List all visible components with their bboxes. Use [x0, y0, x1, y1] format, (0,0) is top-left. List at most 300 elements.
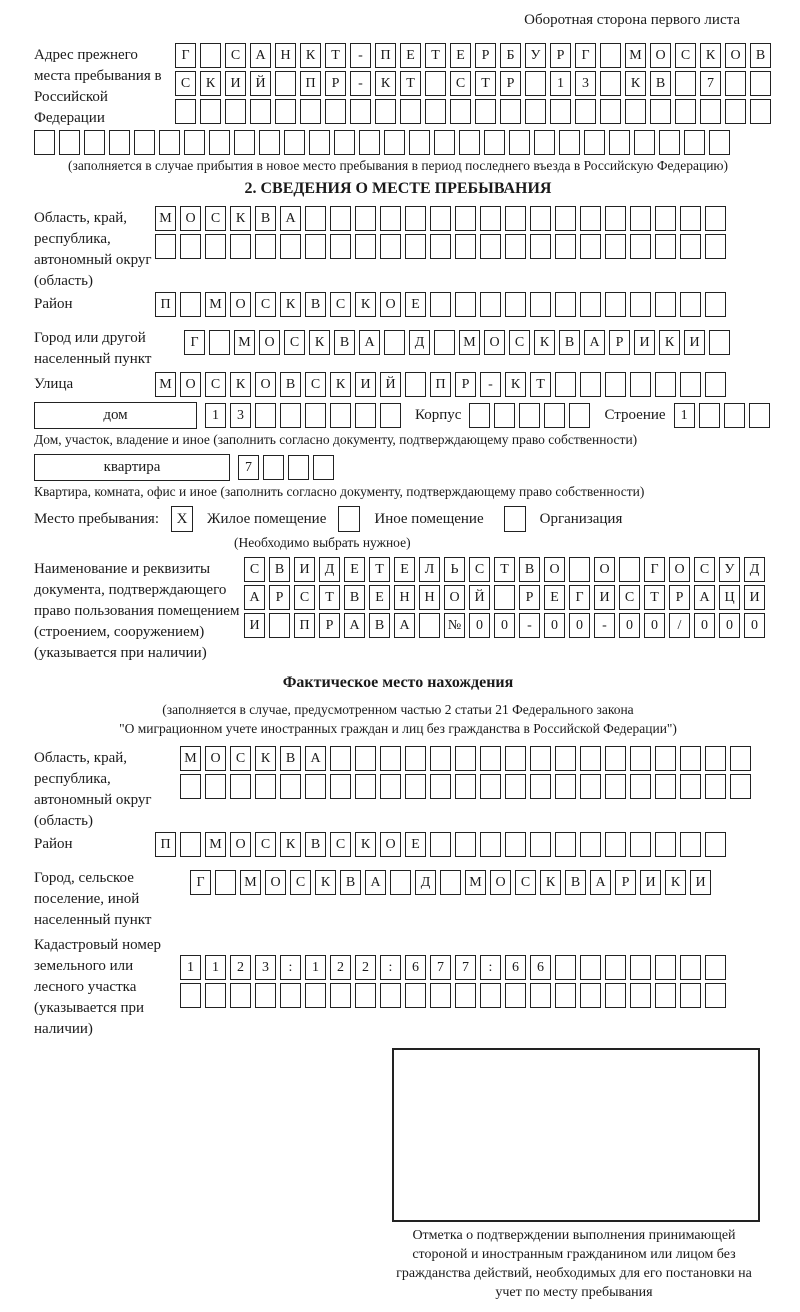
char-cell[interactable] — [725, 99, 746, 124]
char-cell[interactable] — [390, 870, 411, 895]
char-cell[interactable]: И — [684, 330, 705, 355]
char-cell[interactable]: Т — [425, 43, 446, 68]
char-cell[interactable] — [705, 983, 726, 1008]
char-cell[interactable] — [680, 292, 701, 317]
char-cell[interactable]: А — [394, 613, 415, 638]
char-cell[interactable] — [680, 955, 701, 980]
char-cell[interactable]: Т — [475, 71, 496, 96]
char-cell[interactable]: М — [234, 330, 255, 355]
char-cell[interactable] — [269, 613, 290, 638]
char-cell[interactable] — [180, 234, 201, 259]
char-cell[interactable] — [680, 746, 701, 771]
char-cell[interactable] — [505, 832, 526, 857]
char-cell[interactable] — [675, 99, 696, 124]
char-cell[interactable]: Н — [394, 585, 415, 610]
char-cell[interactable] — [255, 403, 276, 428]
char-cell[interactable] — [705, 292, 726, 317]
char-cell[interactable]: Л — [419, 557, 440, 582]
char-cell[interactable]: 1 — [205, 955, 226, 980]
char-cell[interactable] — [455, 206, 476, 231]
char-cell[interactable] — [505, 746, 526, 771]
char-cell[interactable] — [655, 292, 676, 317]
char-cell[interactable]: А — [250, 43, 271, 68]
char-cell[interactable]: Е — [394, 557, 415, 582]
char-cell[interactable] — [325, 99, 346, 124]
char-cell[interactable] — [334, 130, 355, 155]
char-cell[interactable] — [750, 99, 771, 124]
char-cell[interactable] — [655, 746, 676, 771]
char-cell[interactable] — [580, 206, 601, 231]
char-cell[interactable] — [375, 99, 396, 124]
char-cell[interactable] — [380, 746, 401, 771]
char-cell[interactable] — [280, 774, 301, 799]
char-cell[interactable]: Д — [409, 330, 430, 355]
char-cell[interactable] — [600, 43, 621, 68]
char-cell[interactable]: П — [155, 292, 176, 317]
char-cell[interactable]: Г — [184, 330, 205, 355]
char-cell[interactable]: А — [280, 206, 301, 231]
char-cell[interactable] — [705, 832, 726, 857]
char-cell[interactable] — [630, 983, 651, 1008]
char-cell[interactable]: 2 — [355, 955, 376, 980]
char-cell[interactable] — [280, 403, 301, 428]
char-cell[interactable]: И — [225, 71, 246, 96]
char-cell[interactable] — [605, 206, 626, 231]
char-cell[interactable] — [530, 234, 551, 259]
char-cell[interactable]: К — [665, 870, 686, 895]
char-cell[interactable]: 3 — [255, 955, 276, 980]
char-cell[interactable] — [705, 372, 726, 397]
char-cell[interactable]: Н — [275, 43, 296, 68]
char-cell[interactable]: С — [255, 292, 276, 317]
char-cell[interactable] — [480, 983, 501, 1008]
char-cell[interactable]: Б — [500, 43, 521, 68]
char-cell[interactable] — [555, 234, 576, 259]
char-cell[interactable]: Т — [494, 557, 515, 582]
char-cell[interactable] — [505, 206, 526, 231]
char-cell[interactable]: К — [700, 43, 721, 68]
char-cell[interactable] — [263, 455, 284, 480]
char-cell[interactable] — [380, 774, 401, 799]
char-cell[interactable]: О — [255, 372, 276, 397]
char-cell[interactable] — [605, 774, 626, 799]
char-cell[interactable] — [630, 832, 651, 857]
char-cell[interactable]: Е — [450, 43, 471, 68]
char-cell[interactable] — [605, 746, 626, 771]
char-cell[interactable]: В — [305, 292, 326, 317]
char-cell[interactable]: С — [330, 832, 351, 857]
char-cell[interactable] — [330, 206, 351, 231]
char-cell[interactable] — [609, 130, 630, 155]
char-cell[interactable]: В — [334, 330, 355, 355]
char-cell[interactable]: К — [534, 330, 555, 355]
char-cell[interactable] — [484, 130, 505, 155]
char-cell[interactable]: Т — [644, 585, 665, 610]
char-cell[interactable]: 1 — [180, 955, 201, 980]
char-cell[interactable]: 0 — [644, 613, 665, 638]
char-cell[interactable] — [455, 292, 476, 317]
char-cell[interactable]: Ь — [444, 557, 465, 582]
char-cell[interactable]: Е — [405, 292, 426, 317]
char-cell[interactable] — [425, 99, 446, 124]
char-cell[interactable] — [250, 99, 271, 124]
char-cell[interactable]: О — [669, 557, 690, 582]
char-cell[interactable]: 6 — [505, 955, 526, 980]
char-cell[interactable]: 1 — [674, 403, 695, 428]
char-cell[interactable]: И — [634, 330, 655, 355]
char-cell[interactable]: - — [480, 372, 501, 397]
char-cell[interactable] — [709, 130, 730, 155]
char-cell[interactable] — [619, 557, 640, 582]
char-cell[interactable]: С — [225, 43, 246, 68]
char-cell[interactable]: Т — [369, 557, 390, 582]
char-cell[interactable] — [405, 746, 426, 771]
char-cell[interactable]: С — [244, 557, 265, 582]
char-cell[interactable] — [405, 206, 426, 231]
char-cell[interactable]: М — [205, 292, 226, 317]
char-cell[interactable]: М — [465, 870, 486, 895]
char-cell[interactable] — [659, 130, 680, 155]
char-cell[interactable]: - — [350, 71, 371, 96]
char-cell[interactable] — [380, 234, 401, 259]
char-cell[interactable]: Д — [319, 557, 340, 582]
char-cell[interactable] — [505, 292, 526, 317]
char-cell[interactable]: О — [380, 832, 401, 857]
char-cell[interactable]: Г — [644, 557, 665, 582]
char-cell[interactable] — [559, 130, 580, 155]
char-cell[interactable] — [455, 832, 476, 857]
char-cell[interactable] — [34, 130, 55, 155]
char-cell[interactable]: В — [340, 870, 361, 895]
char-cell[interactable] — [680, 774, 701, 799]
char-cell[interactable] — [355, 746, 376, 771]
char-cell[interactable] — [634, 130, 655, 155]
char-cell[interactable]: Д — [744, 557, 765, 582]
char-cell[interactable]: В — [280, 372, 301, 397]
char-cell[interactable] — [605, 983, 626, 1008]
char-cell[interactable] — [455, 746, 476, 771]
char-cell[interactable] — [505, 774, 526, 799]
char-cell[interactable]: О — [444, 585, 465, 610]
char-cell[interactable] — [205, 234, 226, 259]
char-cell[interactable]: К — [540, 870, 561, 895]
char-cell[interactable]: Т — [319, 585, 340, 610]
char-cell[interactable] — [405, 774, 426, 799]
char-cell[interactable] — [709, 330, 730, 355]
char-cell[interactable]: М — [240, 870, 261, 895]
char-cell[interactable]: Г — [190, 870, 211, 895]
char-cell[interactable] — [655, 372, 676, 397]
char-cell[interactable]: 1 — [205, 403, 226, 428]
char-cell[interactable] — [475, 99, 496, 124]
char-cell[interactable]: К — [200, 71, 221, 96]
char-cell[interactable] — [675, 71, 696, 96]
char-cell[interactable]: А — [305, 746, 326, 771]
char-cell[interactable] — [175, 99, 196, 124]
char-cell[interactable] — [555, 206, 576, 231]
char-cell[interactable] — [555, 983, 576, 1008]
char-cell[interactable]: И — [244, 613, 265, 638]
char-cell[interactable]: Р — [269, 585, 290, 610]
char-cell[interactable]: 0 — [694, 613, 715, 638]
char-cell[interactable]: К — [355, 832, 376, 857]
char-cell[interactable] — [544, 403, 565, 428]
char-cell[interactable]: М — [205, 832, 226, 857]
char-cell[interactable] — [180, 983, 201, 1008]
char-cell[interactable] — [355, 403, 376, 428]
char-cell[interactable] — [455, 234, 476, 259]
char-cell[interactable]: Е — [369, 585, 390, 610]
char-cell[interactable]: П — [155, 832, 176, 857]
char-cell[interactable]: С — [515, 870, 536, 895]
char-cell[interactable] — [280, 234, 301, 259]
char-cell[interactable] — [355, 206, 376, 231]
char-cell[interactable] — [480, 832, 501, 857]
char-cell[interactable] — [500, 99, 521, 124]
char-cell[interactable]: Т — [400, 71, 421, 96]
char-cell[interactable] — [430, 292, 451, 317]
char-cell[interactable] — [655, 832, 676, 857]
char-cell[interactable]: К — [280, 292, 301, 317]
char-cell[interactable] — [630, 292, 651, 317]
char-cell[interactable]: И — [744, 585, 765, 610]
char-cell[interactable]: 2 — [330, 955, 351, 980]
char-cell[interactable] — [330, 234, 351, 259]
char-cell[interactable] — [430, 983, 451, 1008]
char-cell[interactable]: : — [280, 955, 301, 980]
char-cell[interactable] — [469, 403, 490, 428]
char-cell[interactable]: 0 — [494, 613, 515, 638]
char-cell[interactable]: У — [719, 557, 740, 582]
char-cell[interactable] — [159, 130, 180, 155]
char-cell[interactable] — [313, 455, 334, 480]
char-cell[interactable] — [355, 234, 376, 259]
char-cell[interactable]: К — [309, 330, 330, 355]
char-cell[interactable] — [725, 71, 746, 96]
char-cell[interactable] — [655, 983, 676, 1008]
char-cell[interactable]: Е — [344, 557, 365, 582]
char-cell[interactable] — [419, 613, 440, 638]
char-cell[interactable] — [384, 130, 405, 155]
char-cell[interactable] — [655, 206, 676, 231]
char-cell[interactable] — [684, 130, 705, 155]
char-cell[interactable] — [630, 372, 651, 397]
char-cell[interactable]: - — [594, 613, 615, 638]
char-cell[interactable] — [625, 99, 646, 124]
char-cell[interactable]: Р — [550, 43, 571, 68]
char-cell[interactable] — [305, 983, 326, 1008]
char-cell[interactable] — [630, 955, 651, 980]
char-cell[interactable]: С — [290, 870, 311, 895]
char-cell[interactable]: П — [375, 43, 396, 68]
char-cell[interactable]: В — [565, 870, 586, 895]
char-cell[interactable]: 0 — [469, 613, 490, 638]
char-cell[interactable] — [330, 774, 351, 799]
char-cell[interactable] — [680, 206, 701, 231]
char-cell[interactable]: Г — [569, 585, 590, 610]
char-cell[interactable]: Р — [455, 372, 476, 397]
char-cell[interactable] — [550, 99, 571, 124]
char-cell[interactable] — [84, 130, 105, 155]
char-cell[interactable]: Р — [615, 870, 636, 895]
char-cell[interactable]: К — [315, 870, 336, 895]
char-cell[interactable]: М — [625, 43, 646, 68]
char-cell[interactable]: 1 — [305, 955, 326, 980]
char-cell[interactable] — [215, 870, 236, 895]
char-cell[interactable]: А — [584, 330, 605, 355]
char-cell[interactable] — [59, 130, 80, 155]
char-cell[interactable]: О — [490, 870, 511, 895]
char-cell[interactable]: О — [484, 330, 505, 355]
char-cell[interactable] — [530, 774, 551, 799]
char-cell[interactable] — [405, 983, 426, 1008]
char-cell[interactable]: 0 — [719, 613, 740, 638]
char-cell[interactable]: 2 — [230, 955, 251, 980]
char-cell[interactable] — [434, 130, 455, 155]
char-cell[interactable] — [480, 292, 501, 317]
char-cell[interactable] — [680, 234, 701, 259]
char-cell[interactable] — [425, 71, 446, 96]
char-cell[interactable]: В — [305, 832, 326, 857]
char-cell[interactable] — [525, 71, 546, 96]
char-cell[interactable] — [584, 130, 605, 155]
char-cell[interactable]: К — [355, 292, 376, 317]
char-cell[interactable] — [305, 774, 326, 799]
char-cell[interactable]: К — [625, 71, 646, 96]
char-cell[interactable]: А — [365, 870, 386, 895]
char-cell[interactable]: 3 — [575, 71, 596, 96]
char-cell[interactable] — [330, 403, 351, 428]
char-cell[interactable]: С — [675, 43, 696, 68]
char-cell[interactable] — [730, 746, 751, 771]
char-cell[interactable] — [655, 955, 676, 980]
char-cell[interactable]: П — [294, 613, 315, 638]
char-cell[interactable]: К — [255, 746, 276, 771]
char-cell[interactable]: И — [640, 870, 661, 895]
char-cell[interactable]: О — [180, 372, 201, 397]
char-cell[interactable]: А — [590, 870, 611, 895]
char-cell[interactable]: С — [205, 372, 226, 397]
char-cell[interactable]: А — [244, 585, 265, 610]
char-cell[interactable]: С — [509, 330, 530, 355]
char-cell[interactable] — [555, 774, 576, 799]
char-cell[interactable] — [430, 774, 451, 799]
char-cell[interactable] — [230, 774, 251, 799]
char-cell[interactable] — [275, 71, 296, 96]
char-cell[interactable] — [209, 130, 230, 155]
char-cell[interactable] — [600, 99, 621, 124]
char-cell[interactable] — [749, 403, 770, 428]
char-cell[interactable] — [455, 983, 476, 1008]
char-cell[interactable] — [509, 130, 530, 155]
char-cell[interactable]: С — [294, 585, 315, 610]
char-cell[interactable]: И — [355, 372, 376, 397]
char-cell[interactable]: О — [230, 292, 251, 317]
char-cell[interactable]: Р — [609, 330, 630, 355]
char-cell[interactable]: - — [519, 613, 540, 638]
char-cell[interactable] — [305, 234, 326, 259]
char-cell[interactable] — [680, 983, 701, 1008]
char-cell[interactable]: П — [430, 372, 451, 397]
char-cell[interactable]: Р — [325, 71, 346, 96]
char-cell[interactable] — [180, 292, 201, 317]
char-cell[interactable]: И — [690, 870, 711, 895]
char-cell[interactable]: О — [380, 292, 401, 317]
char-cell[interactable] — [630, 206, 651, 231]
char-cell[interactable]: Р — [475, 43, 496, 68]
char-cell[interactable] — [580, 746, 601, 771]
char-cell[interactable] — [205, 774, 226, 799]
char-cell[interactable] — [569, 403, 590, 428]
char-cell[interactable] — [480, 746, 501, 771]
char-cell[interactable] — [380, 206, 401, 231]
char-cell[interactable] — [184, 130, 205, 155]
char-cell[interactable] — [650, 99, 671, 124]
char-cell[interactable] — [525, 99, 546, 124]
char-cell[interactable] — [234, 130, 255, 155]
char-cell[interactable]: 0 — [569, 613, 590, 638]
char-cell[interactable]: К — [505, 372, 526, 397]
char-cell[interactable]: Е — [400, 43, 421, 68]
char-cell[interactable] — [505, 983, 526, 1008]
char-cell[interactable]: О — [650, 43, 671, 68]
char-cell[interactable] — [259, 130, 280, 155]
char-cell[interactable]: 6 — [530, 955, 551, 980]
char-cell[interactable]: В — [650, 71, 671, 96]
char-cell[interactable]: К — [659, 330, 680, 355]
char-cell[interactable]: Р — [319, 613, 340, 638]
char-cell[interactable]: К — [375, 71, 396, 96]
char-cell[interactable] — [655, 234, 676, 259]
char-cell[interactable]: К — [330, 372, 351, 397]
char-cell[interactable]: П — [300, 71, 321, 96]
char-cell[interactable] — [605, 234, 626, 259]
char-cell[interactable] — [555, 955, 576, 980]
char-cell[interactable] — [355, 983, 376, 1008]
char-cell[interactable]: О — [544, 557, 565, 582]
char-cell[interactable]: О — [230, 832, 251, 857]
char-cell[interactable]: Г — [175, 43, 196, 68]
char-cell[interactable] — [200, 43, 221, 68]
char-cell[interactable] — [355, 774, 376, 799]
char-cell[interactable] — [580, 983, 601, 1008]
char-cell[interactable]: М — [180, 746, 201, 771]
char-cell[interactable]: Т — [530, 372, 551, 397]
char-cell[interactable]: В — [280, 746, 301, 771]
char-cell[interactable]: № — [444, 613, 465, 638]
char-cell[interactable] — [225, 99, 246, 124]
char-cell[interactable] — [705, 206, 726, 231]
char-cell[interactable]: В — [369, 613, 390, 638]
char-cell[interactable]: О — [594, 557, 615, 582]
char-cell[interactable] — [705, 955, 726, 980]
char-cell[interactable] — [530, 206, 551, 231]
other-premises-checkbox[interactable] — [338, 506, 360, 532]
char-cell[interactable]: С — [230, 746, 251, 771]
char-cell[interactable] — [555, 372, 576, 397]
char-cell[interactable]: В — [519, 557, 540, 582]
char-cell[interactable] — [530, 292, 551, 317]
char-cell[interactable] — [555, 746, 576, 771]
char-cell[interactable]: С — [284, 330, 305, 355]
char-cell[interactable] — [230, 983, 251, 1008]
char-cell[interactable] — [580, 955, 601, 980]
char-cell[interactable]: О — [180, 206, 201, 231]
char-cell[interactable] — [330, 746, 351, 771]
char-cell[interactable] — [180, 774, 201, 799]
char-cell[interactable]: 7 — [430, 955, 451, 980]
char-cell[interactable] — [275, 99, 296, 124]
